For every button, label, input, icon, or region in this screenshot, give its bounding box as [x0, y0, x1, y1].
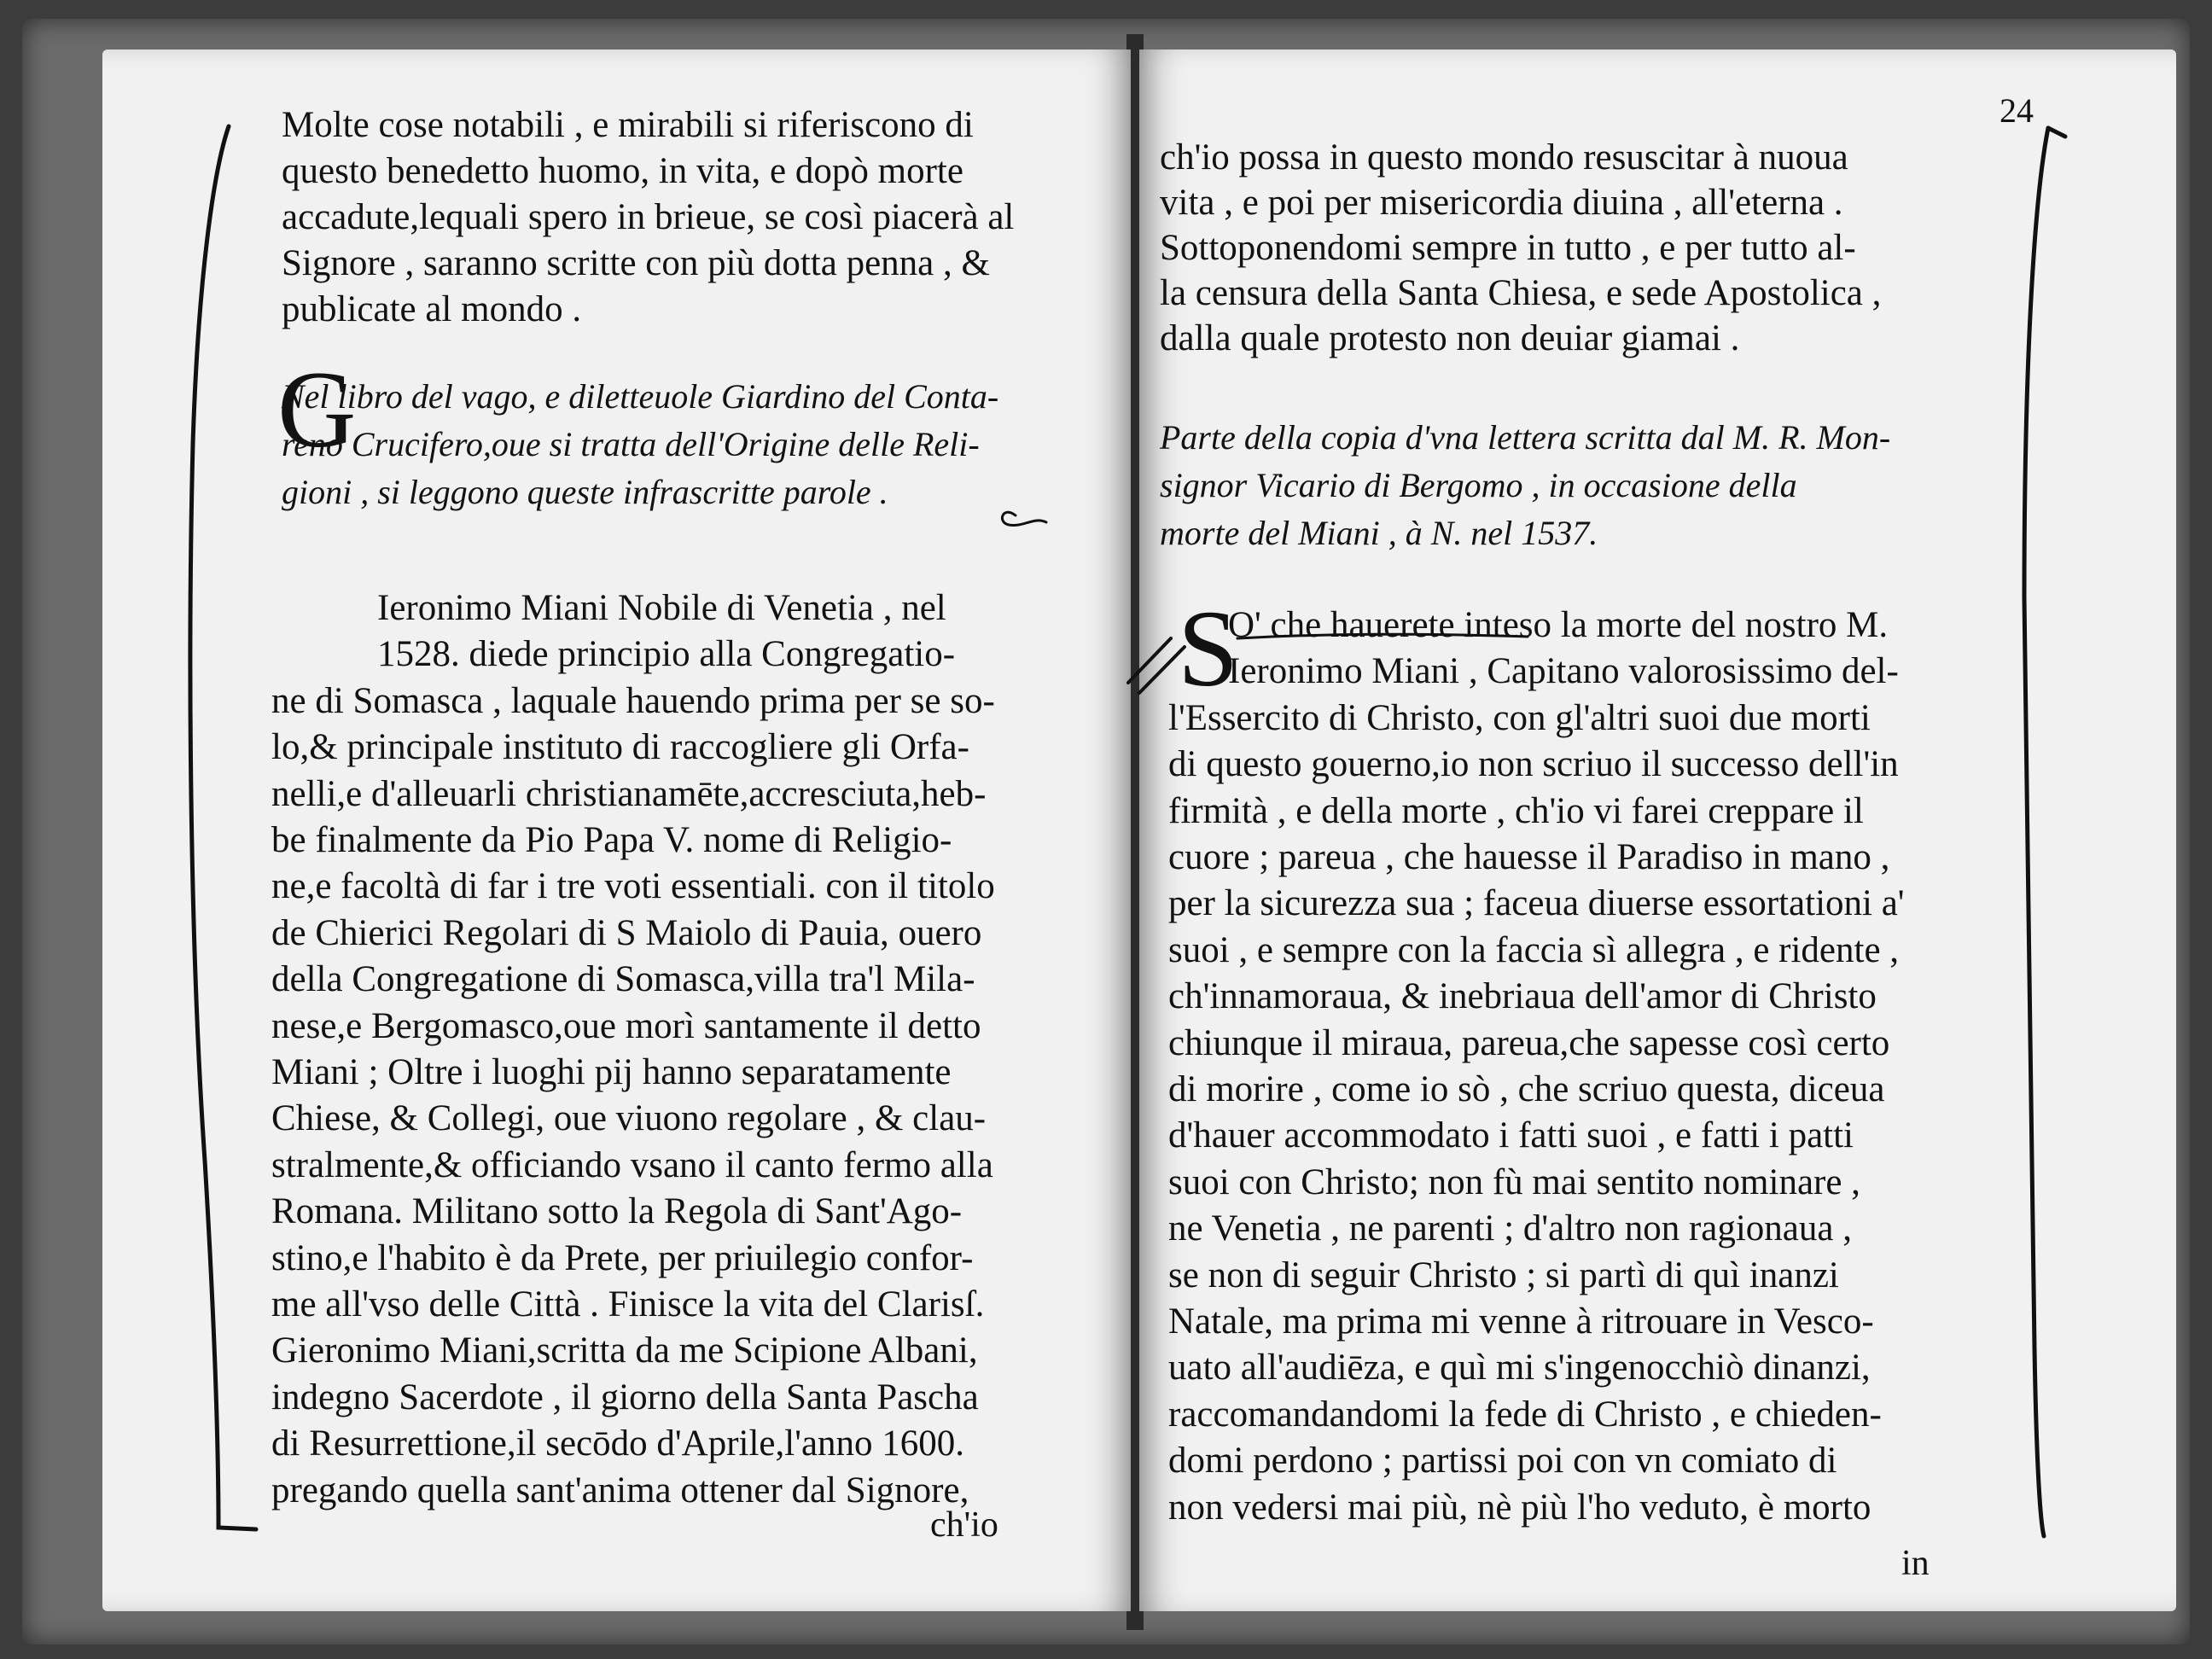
- text-line: uato all'audiēza, e quì mi s'ingenocchiò dinanzi,: [1168, 1348, 1871, 1388]
- text-line: di morire , come io sò , che scriuo questa, diceua: [1168, 1069, 1885, 1109]
- text-line: questo benedetto huomo, in vita, e dopò morte: [282, 151, 963, 191]
- text-line: Signore , saranno scritte con più dotta penna , &: [282, 243, 990, 283]
- text-line: per la sicurezza sua ; faceua diuerse essortationi a': [1168, 883, 1905, 924]
- text-line: O' che hauerete inteso la morte del nostro M.: [1228, 605, 1889, 645]
- drop-cap-g: G: [277, 349, 357, 470]
- text-line: l'Essercito di Christo, con gl'altri suoi due morti: [1168, 697, 1871, 738]
- text-line: publicate al mondo .: [282, 289, 582, 329]
- text-line: accadute,lequali spero in brieue, se così piacerà al: [282, 197, 1015, 237]
- text-line: me all'vso delle Città . Finisce la vita del Clarisſ.: [271, 1284, 985, 1324]
- right-bracket-mark: [2024, 128, 2048, 1536]
- text-line: Molte cose notabili , e mirabili si riferiscono di: [282, 105, 974, 145]
- text-line: domi perdono ; partissi poi con vn comiato di: [1168, 1441, 1837, 1481]
- text-line: se non di seguir Christo ; si partì di quì inanzi: [1168, 1254, 1839, 1295]
- text-line: cuore ; pareua , che hauesse il Paradiso in mano ,: [1168, 837, 1890, 877]
- text-line: di questo gouerno,io non scriuo il successo dell'in: [1168, 744, 1899, 785]
- text-line: 1528. diede principio alla Congregatio-: [377, 634, 956, 675]
- text-line: ne Venetia , ne parenti ; d'altro non ragionaua ,: [1168, 1208, 1852, 1249]
- text-line: di Resurrettione,il secōdo d'Aprile,l'anno 1600.: [271, 1423, 965, 1464]
- text-line: Ieronimo Miani Nobile di Venetia , nel: [377, 588, 946, 628]
- heading-line: Nel libro del vago, e diletteuole Giardino del Conta-: [282, 377, 999, 416]
- heading-line: morte del Miani , à N. nel 1537.: [1160, 514, 1598, 552]
- catchword: in: [1901, 1544, 1930, 1583]
- text-line: Sottoponendomi sempre in tutto , e per tutto al-: [1160, 228, 1856, 268]
- text-line: Miani ; Oltre i luoghi pij hanno separatamente: [271, 1052, 952, 1092]
- text-line: pregando quella sant'anima ottener dal Signore,: [271, 1470, 969, 1511]
- text-line: stralmente,& officiando vsano il canto fermo alla: [271, 1144, 993, 1185]
- catchword: ch'io: [930, 1505, 998, 1545]
- text-line: be finalmente da Pio Papa V. nome di Religio-: [271, 820, 952, 860]
- heading-line: signor Vicario di Bergomo , in occasione della: [1160, 466, 1797, 504]
- text-line: vita , e poi per misericordia diuina , all'eterna .: [1160, 183, 1843, 223]
- text-line: de Chierici Regolari di S Maiolo di Pauia, ouero: [271, 912, 982, 953]
- text-line: la censura della Santa Chiesa, e sede Apostolica ,: [1160, 273, 1882, 313]
- text-line: ch'io possa in questo mondo resuscitar à nuoua: [1160, 137, 1848, 178]
- text-line: raccomandandomi la fede di Christo , e chieden-: [1168, 1394, 1882, 1435]
- text-line: ne,e facoltà di far i tre voti essentiali. con il titolo: [271, 866, 995, 907]
- heading-line: reno Crucifero,oue si tratta dell'Origine delle Reli-: [282, 425, 980, 463]
- text-line: indegno Sacerdote , il giorno della Santa Pascha: [271, 1377, 979, 1417]
- heading-line: gioni , si leggono queste infrascritte parole .: [282, 473, 888, 511]
- text-line: Ieronimo Miani , Capitano valorosissimo del-: [1228, 651, 1899, 692]
- text-line: Romana. Militano sotto la Regola di Sant'Ago-: [271, 1191, 963, 1232]
- page-number: 24: [2000, 91, 2034, 130]
- text-line: Gieronimo Miani,scritta da me Scipione Albani,: [271, 1330, 978, 1371]
- text-line: chiunque il miraua, pareua,che sapesse così certo: [1168, 1022, 1890, 1063]
- text-line: non vedersi mai più, nè più l'ho veduto, è morto: [1168, 1487, 1871, 1528]
- text-line: ne di Somasca , laquale hauendo prima per se so-: [271, 680, 995, 721]
- drop-cap-s: S: [1178, 588, 1239, 709]
- underline-mark: [1237, 634, 1528, 638]
- text-line: d'hauer accommodato i fatti suoi , e fatti i patti: [1168, 1115, 1854, 1156]
- text-line: ch'innamoraua, & inebriaua dell'amor di Christo: [1168, 976, 1877, 1017]
- text-line: nese,e Bergomasco,oue morì santamente il detto: [271, 1005, 981, 1046]
- text-line: suoi con Christo; non fù mai sentito nominare ,: [1168, 1161, 1860, 1202]
- right-bracket-hook: [2048, 128, 2065, 137]
- text-line: stino,e l'habito è da Prete, per priuilegio confor-: [271, 1237, 974, 1278]
- text-line: Natale, ma prima mi venne à ritrouare in Vesco-: [1168, 1301, 1874, 1342]
- text-line: nelli,e d'alleuarli christianamēte,accresciuta,heb-: [271, 773, 987, 814]
- text-line: firmità , e della morte , ch'io vi farei creppare il: [1168, 790, 1864, 831]
- text-line: Chiese, & Collegi, oue viuono regolare , & clau-: [271, 1098, 987, 1139]
- left-bracket-mark: [190, 126, 256, 1529]
- text-line: suoi , e sempre con la faccia sì allegra , e ridente ,: [1168, 929, 1900, 970]
- text-line: della Congregatione di Somasca,villa tra'l Mila-: [271, 959, 975, 1000]
- pen-scribble: [1002, 512, 1046, 525]
- heading-line: Parte della copia d'vna lettera scritta dal M. R. Mon-: [1160, 418, 1891, 457]
- text-line: dalla quale protesto non deuiar giamai .: [1160, 318, 1740, 358]
- text-line: lo,& principale instituto di raccogliere gli Orfa-: [271, 727, 969, 768]
- margin-double-stroke: [1128, 638, 1185, 693]
